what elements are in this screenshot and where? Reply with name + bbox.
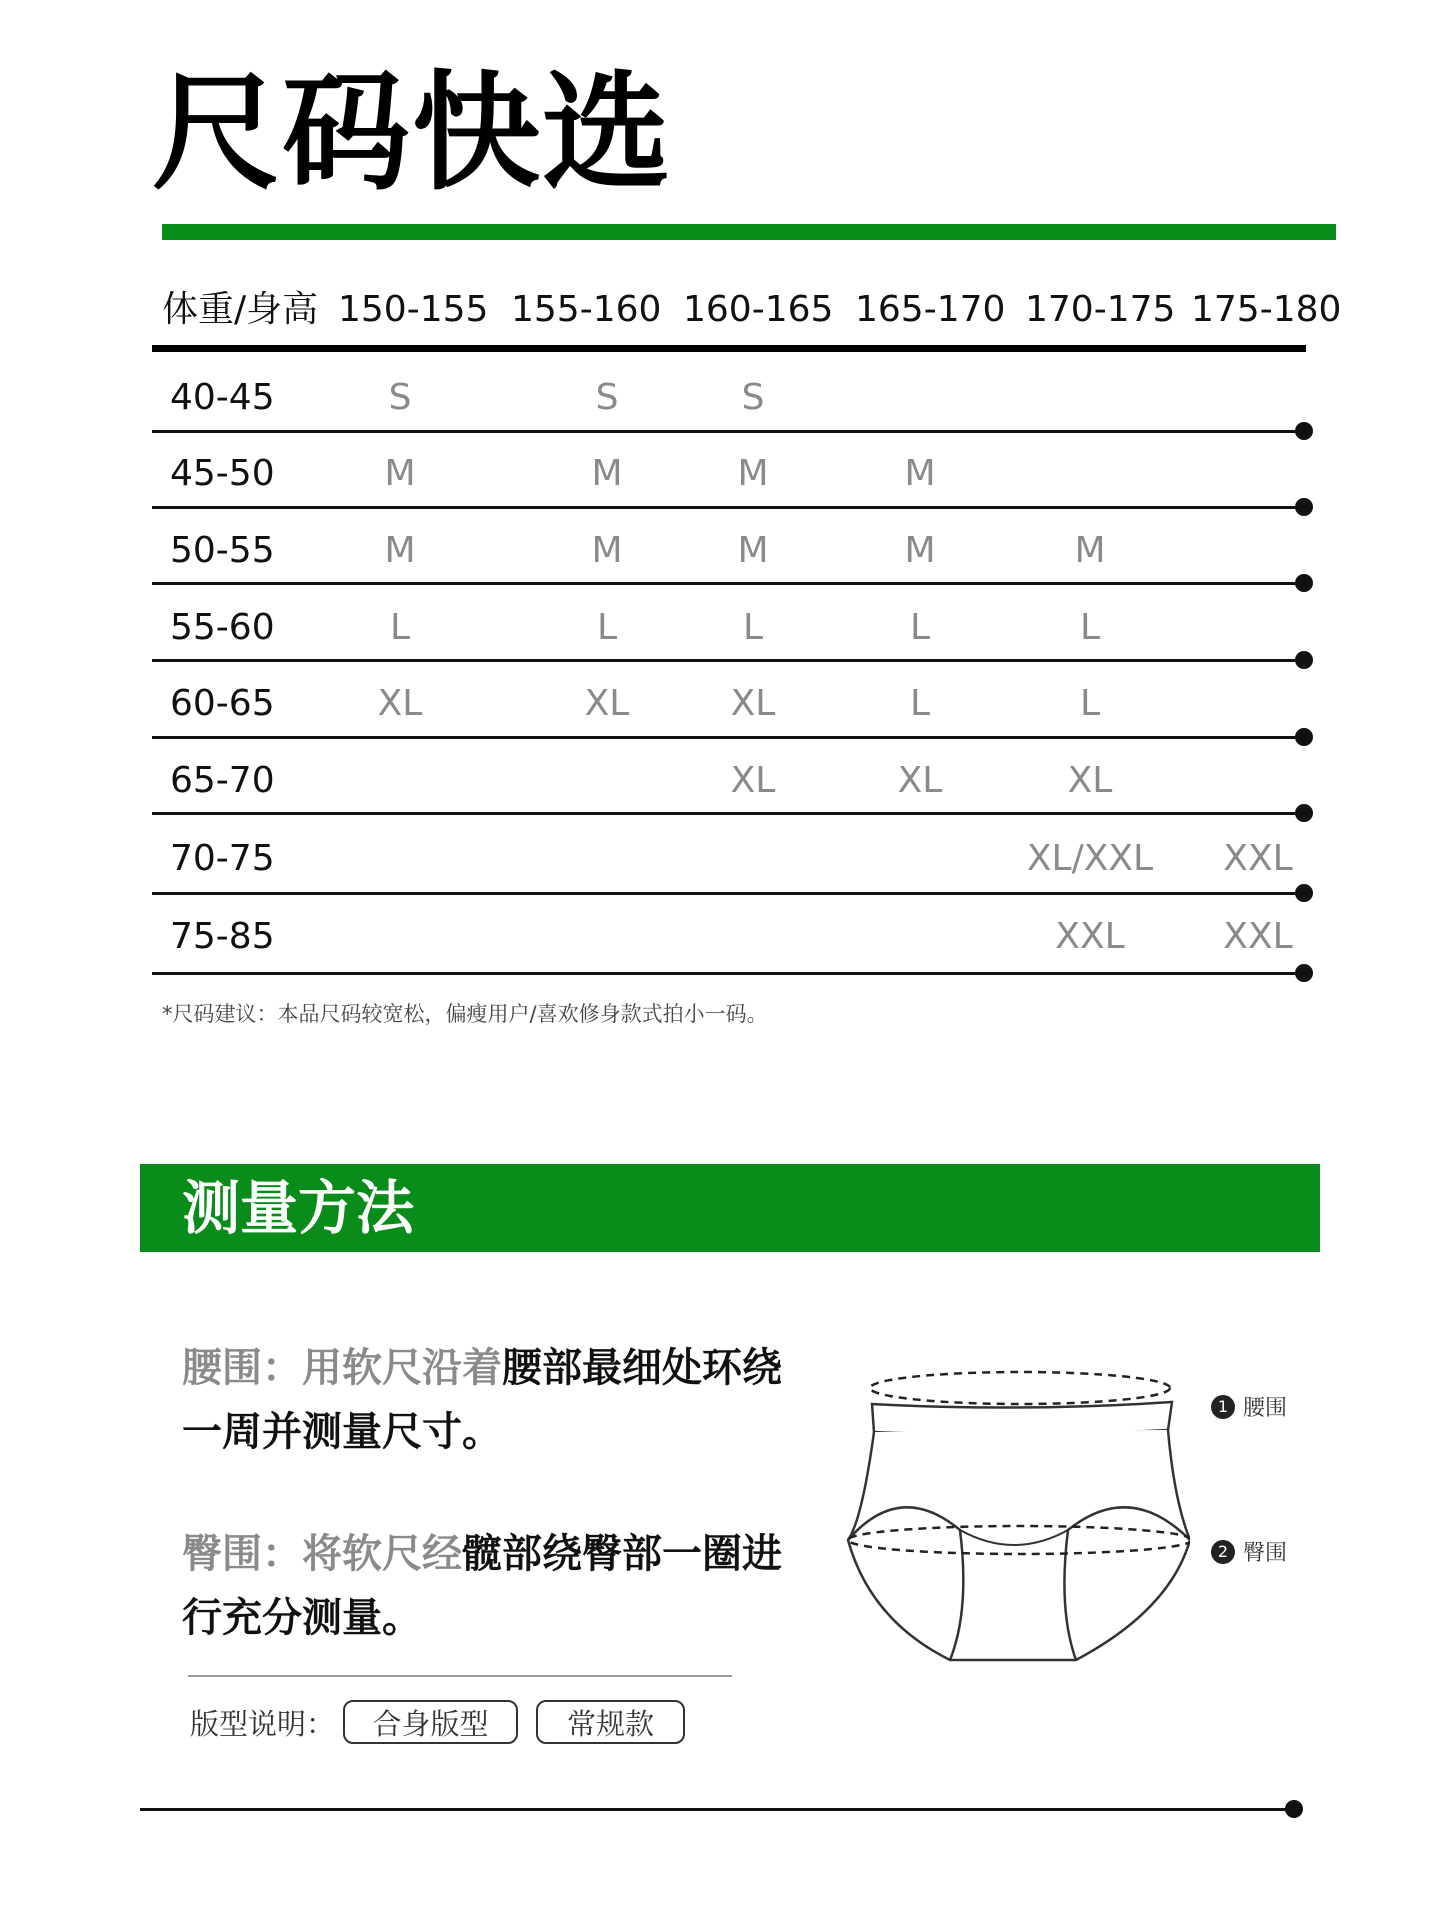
waist-description xyxy=(182,1336,782,1464)
waist-label: 腰围： xyxy=(182,1345,302,1391)
row-weight-label: 65-70 xyxy=(170,760,275,801)
column-header: 175-180 xyxy=(1191,289,1342,330)
row-divider-dot xyxy=(1295,574,1313,592)
size-cell: XL xyxy=(377,683,423,724)
row-weight-label: 55-60 xyxy=(170,607,275,648)
size-cell: L xyxy=(1079,683,1101,724)
waist-gray-text: 用软尺沿着 xyxy=(302,1345,502,1391)
size-cell: S xyxy=(595,377,619,418)
size-cell: M xyxy=(384,453,416,494)
row-divider xyxy=(152,582,1306,585)
row-divider xyxy=(152,430,1306,433)
size-cell: XXL xyxy=(1055,916,1125,957)
waist-body-text: 腰部最细处环绕一周并测量尺寸。 xyxy=(182,1345,782,1455)
size-cell: S xyxy=(741,377,765,418)
size-cell: M xyxy=(904,453,936,494)
page-title: 尺码快选 xyxy=(152,59,673,208)
size-cell: M xyxy=(1074,530,1106,571)
hip-description xyxy=(182,1522,782,1650)
row-divider xyxy=(152,892,1306,895)
size-cell: XXL xyxy=(1223,916,1293,957)
size-cell: L xyxy=(1079,607,1101,648)
briefs-illustration xyxy=(840,1360,1190,1680)
annotation-text: 腰围 xyxy=(1243,1396,1288,1421)
row-divider-dot xyxy=(1295,804,1313,822)
row-weight-label: 45-50 xyxy=(170,453,275,494)
size-cell: L xyxy=(909,607,931,648)
size-note: *尺码建议：本品尺码较宽松，偏瘦用户/喜欢修身款式拍小一码。 xyxy=(162,1002,768,1026)
size-cell: M xyxy=(737,530,769,571)
fit-divider xyxy=(188,1675,732,1677)
row-divider xyxy=(152,812,1306,815)
column-header: 165-170 xyxy=(855,289,1006,330)
bottom-divider xyxy=(140,1808,1296,1811)
size-cell: M xyxy=(591,530,623,571)
bottom-divider-dot xyxy=(1285,1800,1303,1818)
fit-option-fitted[interactable]: 合身版型 xyxy=(343,1700,518,1744)
hip-body-text: 髋部绕臀部一圈进行充分测量。 xyxy=(182,1531,782,1641)
measure-title: 测量方法 xyxy=(182,1174,415,1242)
column-header: 160-165 xyxy=(683,289,834,330)
row-weight-label: 40-45 xyxy=(170,377,275,418)
hip-gray-text: 将软尺经 xyxy=(302,1531,462,1577)
row-divider xyxy=(152,736,1306,739)
header-divider xyxy=(152,345,1306,352)
size-cell: XL xyxy=(730,760,776,801)
size-cell: M xyxy=(904,530,936,571)
size-cell: L xyxy=(742,607,764,648)
row-divider-dot xyxy=(1295,422,1313,440)
annotation-number: 2 xyxy=(1211,1540,1235,1564)
size-cell: XL/XXL xyxy=(1026,838,1154,879)
fit-option-regular[interactable]: 常规款 xyxy=(536,1700,685,1744)
row-divider xyxy=(152,659,1306,662)
row-divider-dot xyxy=(1295,884,1313,902)
size-cell: L xyxy=(389,607,411,648)
hip-annotation xyxy=(1211,1536,1287,1567)
annotation-text: 臀围 xyxy=(1243,1541,1288,1566)
size-cell: XL xyxy=(1067,760,1113,801)
waist-annotation xyxy=(1211,1391,1287,1422)
size-cell: XL xyxy=(897,760,943,801)
annotation-number: 1 xyxy=(1211,1395,1235,1419)
hip-label: 臀围： xyxy=(182,1531,302,1577)
row-divider-dot xyxy=(1295,728,1313,746)
column-header: 155-160 xyxy=(511,289,662,330)
title-accent-bar xyxy=(162,224,1336,240)
size-cell: L xyxy=(596,607,618,648)
size-cell: S xyxy=(388,377,412,418)
fit-label: 版型说明： xyxy=(190,1707,336,1741)
size-cell: XXL xyxy=(1223,838,1293,879)
size-cell: M xyxy=(737,453,769,494)
size-cell: L xyxy=(909,683,931,724)
row-weight-label: 60-65 xyxy=(170,683,275,724)
size-cell: M xyxy=(384,530,416,571)
row-divider-dot xyxy=(1295,964,1313,982)
size-cell: XL xyxy=(584,683,630,724)
row-weight-label: 50-55 xyxy=(170,530,275,571)
row-divider xyxy=(152,972,1306,975)
row-weight-label: 75-85 xyxy=(170,916,275,957)
row-divider-dot xyxy=(1295,651,1313,669)
size-cell: XL xyxy=(730,683,776,724)
row-weight-label: 70-75 xyxy=(170,838,275,879)
column-header: 170-175 xyxy=(1025,289,1176,330)
row-divider xyxy=(152,506,1306,509)
column-header: 150-155 xyxy=(338,289,489,330)
row-divider-dot xyxy=(1295,498,1313,516)
size-cell: M xyxy=(591,453,623,494)
table-header-label: 体重/身高 xyxy=(162,289,319,330)
